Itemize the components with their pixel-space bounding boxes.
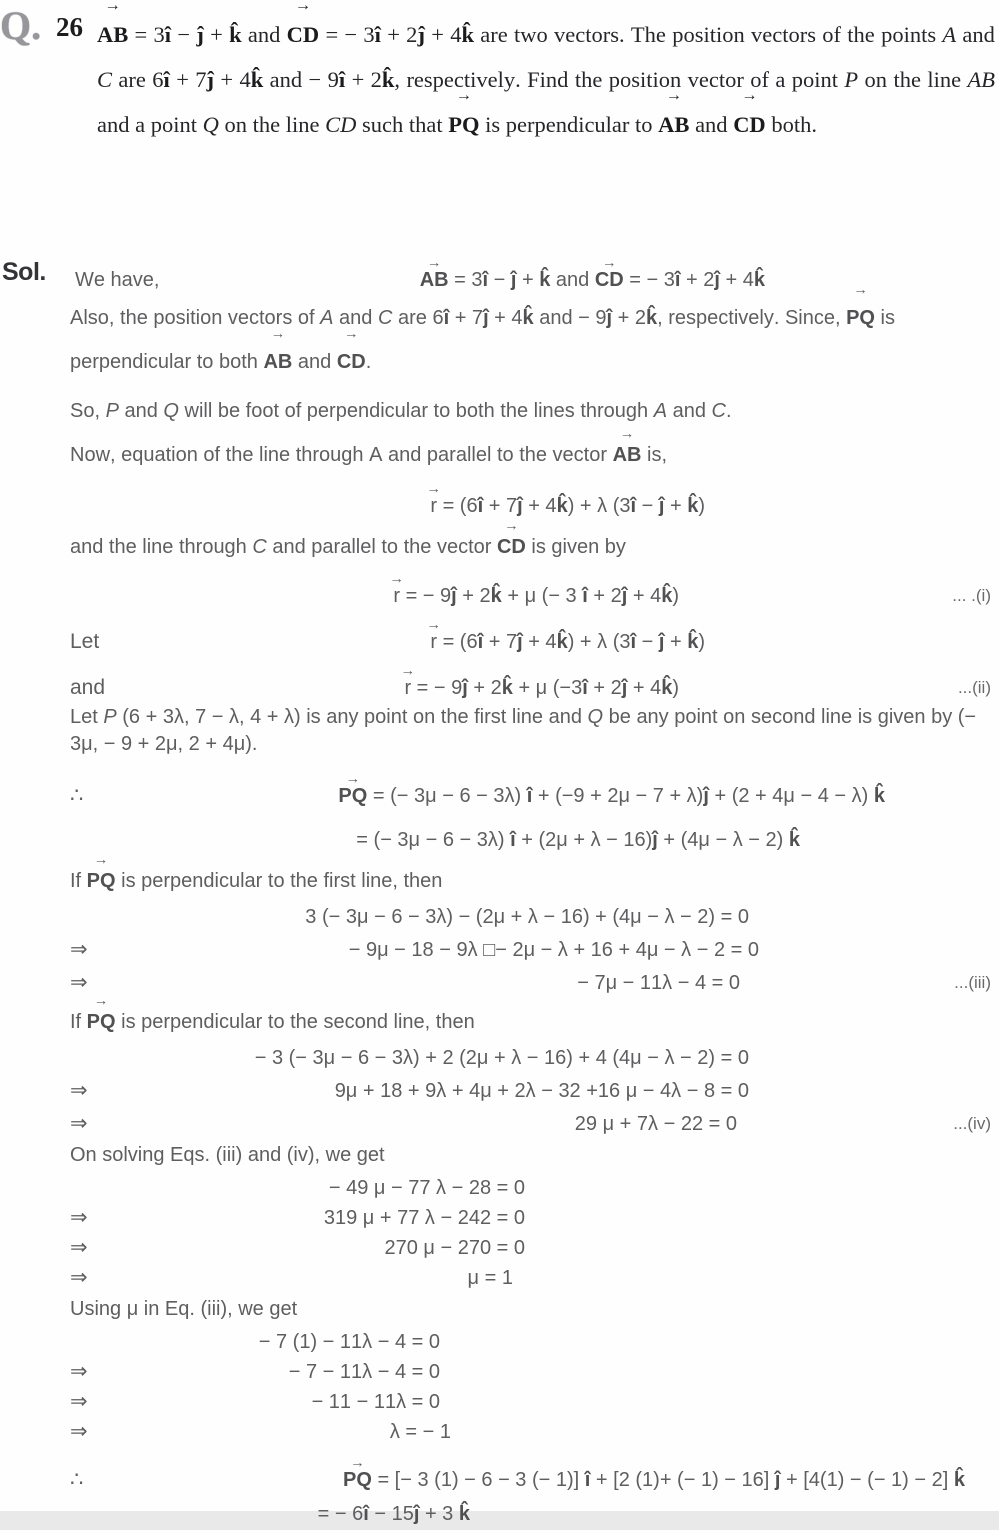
solution-equation-row [70,812,999,856]
implies-marker: ⇒ [70,971,88,994]
equation-text: r → = (6î + 7ĵ + 4k̂) + λ (3î − ĵ + k̂) [70,495,999,522]
solution-equation-row [70,1496,999,1530]
solution-paragraph-row [70,296,999,388]
solution-equation-row [70,1358,999,1388]
equation-number: ...(ii) [957,678,991,697]
solution-rows [70,248,999,1530]
solution-equation-row [70,1448,999,1496]
paragraph-text: Now, equation of the line through A and parallel to the vector AB → is, [70,440,999,474]
implies-marker: ⇒ [70,938,88,961]
equation-text: = (− 3μ − 6 − 3λ) î + (2μ + λ − 16)ĵ + (4μ − λ − 2) k̂ [356,829,800,851]
solution-equation-row [70,612,999,658]
implies-marker: ⇒ [70,1206,88,1229]
question-block [0,0,999,238]
equation-text: 319 μ + 77 λ − 242 = 0 [323,1207,525,1229]
paragraph-text: On solving Eqs. (iii) and (iv), we get [70,1144,385,1166]
paragraph-text: If PQ → is perpendicular to the first line, then [70,866,999,900]
paragraph-text: Also, the position vectors of A and C are 6î + 7ĵ + 4k̂ and − 9ĵ + 2k̂, respectively. Since, PQ → is perpendicular to both AB → and CD →. [70,296,999,388]
solution-equation-row [70,1388,999,1418]
solution-paragraph-row [70,856,999,900]
equation-number: ... .(i) [952,586,991,605]
therefore-marker: ∴ [70,784,84,807]
implies-marker: ⇒ [70,1079,88,1102]
solution-equation-row [70,1328,999,1358]
solution-equation-row [70,1041,999,1074]
equation-text: PQ → = [− 3 (1) − 6 − 3 (− 1)] î + [2 (1)+ (− 1) − 16] ĵ + [4(1) − (− 1) − 2] k̂ [70,1469,999,1496]
therefore-marker: ∴ [70,1468,84,1491]
solution-equation-row [70,1264,999,1294]
question-number: 26 [56,12,83,42]
solution-equation-row [70,566,999,612]
solution-paragraph-row [70,999,999,1041]
solution-paragraph-row [70,388,999,430]
paragraph-text: If PQ → is perpendicular to the second line, then [70,1007,999,1041]
solution-equation-row [70,1074,999,1107]
equation-text: PQ → = (− 3μ − 6 − 3λ) î + (−9 + 2μ − 7 + λ)ĵ + (2 + 4μ − 4 − λ) k̂ [70,785,999,812]
solution-equation-row [70,658,999,704]
equation-text: 3 (− 3μ − 6 − 3λ) − (2μ + λ − 16) + (4μ − λ − 2) = 0 [305,906,749,928]
implies-marker: ⇒ [70,1236,88,1259]
solution-paragraph-row [70,430,999,474]
paragraph-text: Let P (6 + 3λ, 7 − λ, 4 + λ) is any point on the first line and Q be any point on second line is given by (− 3μ, − 9 + 2μ, 2 + 4μ). [70,706,977,755]
question-text: AB → = 3î − ĵ + k̂ and CD → = − 3î + 2ĵ + 4k̂ are two vectors. The position vectors of the points A and C are 6î + 7ĵ + 4k̂ and − 9î + 2k̂, respectively. Find the position vector of a point P on the line AB and a point Q on the line CD such that PQ → is perpendicular to AB → and CD → both. [97,6,995,147]
solution-block [0,248,999,1530]
equation-text: λ = − 1 [389,1421,451,1443]
equation-text: 270 μ − 270 = 0 [384,1237,525,1259]
implies-marker: ⇒ [70,1390,88,1413]
solution-equation-row [70,966,999,999]
equation-text: − 7 (1) − 11λ − 4 = 0 [258,1331,440,1353]
equation-text: 9μ + 18 + 9λ + 4μ + 2λ − 32 +16 μ − 4λ − 8 = 0 [334,1080,749,1102]
solution-equation-row [70,933,999,966]
row-lead-word: Let [70,630,100,653]
question-label: Q. [0,3,42,48]
solution-label: Sol. [2,258,46,286]
paragraph-text: and the line through C and parallel to the vector CD → is given by [70,532,999,566]
implies-marker: ⇒ [70,1420,88,1443]
solution-equation-row [70,762,999,812]
solution-equation-row [70,474,999,522]
paragraph-text: So, P and Q will be foot of perpendicular to both the lines through A and C. [70,400,732,422]
equation-number: ...(iv) [953,1114,991,1133]
equation-text: r → = (6î + 7ĵ + 4k̂) + λ (3î − ĵ + k̂) [70,631,999,658]
solution-paragraph-row [70,1294,999,1328]
equation-text: AB → = 3î − ĵ + k̂ and CD → = − 3î + 2ĵ + 4k̂ [70,269,999,296]
solution-equation-row [70,900,999,933]
equation-text: = − 6î − 15ĵ + 3 k̂ [317,1503,470,1525]
solution-paragraph-row [70,704,999,762]
paragraph-text: Using μ in Eq. (iii), we get [70,1298,298,1320]
equation-text: r → = − 9ĵ + 2k̂ + μ (− 3 î + 2ĵ + 4k̂) [70,585,999,612]
implies-marker: ⇒ [70,1112,88,1135]
solution-equation-row [70,1107,999,1140]
equation-text: − 11 − 11λ = 0 [311,1391,440,1413]
equation-text: − 49 μ − 77 λ − 28 = 0 [328,1177,525,1199]
solution-equation-row [70,1418,999,1448]
solution-paragraph-row [70,1140,999,1174]
equation-text: μ = 1 [467,1267,513,1289]
solution-equation-row [70,1204,999,1234]
equation-text: − 3 (− 3μ − 6 − 3λ) + 2 (2μ + λ − 16) + 4 (4μ − λ − 2) = 0 [254,1047,749,1069]
equation-text: − 9μ − 18 − 9λ □− 2μ − λ + 16 + 4μ − λ − 2 = 0 [348,939,759,961]
implies-marker: ⇒ [70,1266,88,1289]
row-lead-word: and [70,676,106,699]
solution-paragraph-row [70,522,999,566]
equation-text: 29 μ + 7λ − 22 = 0 [574,1113,737,1135]
equation-text: r → = − 9ĵ + 2k̂ + μ (−3î + 2ĵ + 4k̂) [70,677,999,704]
solution-equation-row [70,1234,999,1264]
equation-number: ...(iii) [954,973,991,992]
equation-text: − 7μ − 11λ − 4 = 0 [577,972,740,994]
equation-text: − 7 − 11λ − 4 = 0 [288,1361,440,1383]
solution-equation-row [70,1174,999,1204]
implies-marker: ⇒ [70,1360,88,1383]
row-lead-word: We have, [75,269,160,291]
